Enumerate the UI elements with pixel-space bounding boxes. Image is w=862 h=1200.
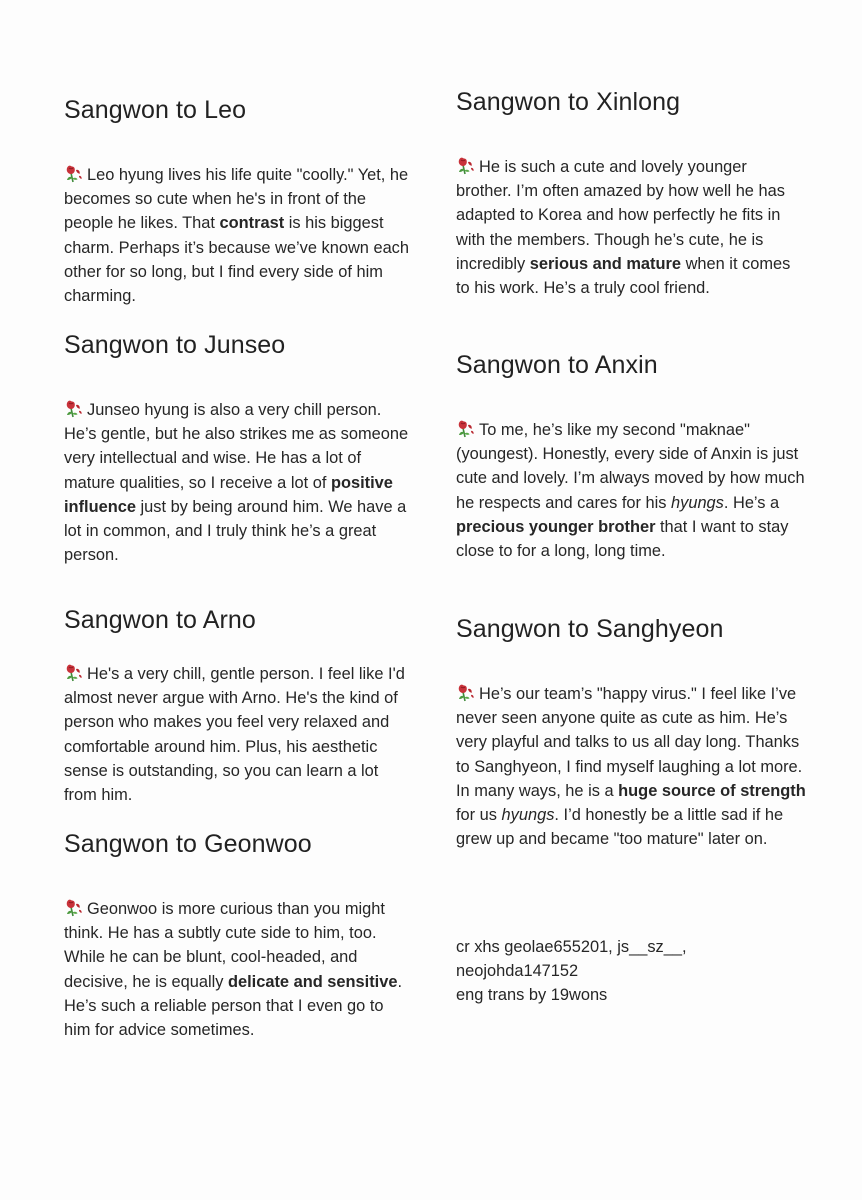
wilted-rose-icon [456, 418, 476, 438]
wilted-rose-icon [64, 398, 84, 418]
wilted-rose-icon [456, 155, 476, 175]
section-body: To me, he’s like my second "maknae" (youngest). Honestly, every side of Anxin is just cute and lovely. I’m always moved by how much he respects and cares for his hyungs. He’s a precious younger brother that I want to stay close to for a long, long time. [456, 418, 806, 563]
bold-phrase: positive influence [64, 473, 393, 516]
section-body: Geonwoo is more curious than you might think. He has a subtly cute side to him, too. While he can be blunt, cool-headed, and decisive, he is equally delicate and sensitive. He’s such a reliable person that I even go to him for advice sometimes. [64, 897, 414, 1042]
credits-line-1: cr xhs geolae655201, js__sz__, [456, 938, 687, 956]
section-geonwoo [64, 830, 414, 1042]
section-sanghyeon [456, 615, 806, 851]
wilted-rose-icon [64, 163, 84, 183]
section-title: Sangwon to Leo [64, 96, 247, 124]
bold-phrase: precious younger brother [456, 517, 656, 536]
section-xinlong [456, 88, 806, 300]
wilted-rose-icon [64, 897, 84, 917]
credits-line-3: eng trans by 19wons [456, 986, 608, 1004]
bold-phrase: contrast [219, 214, 285, 233]
section-junseo [64, 331, 414, 567]
section-title: Sangwon to Geonwoo [64, 830, 312, 858]
section-body: He is such a cute and lovely younger brother. I’m often amazed by how well he has adapted to Korea and how perfectly he fits in with the members. Though he’s cute, he is incredibly serious and mature when it comes to his work. He’s a truly cool friend. [456, 155, 806, 300]
section-title: Sangwon to Sanghyeon [456, 615, 724, 643]
section-body: Leo hyung lives his life quite "coolly." Yet, he becomes so cute when he's in front of the people he likes. That contrast is his biggest charm. Perhaps it’s because we’ve known each other for so long, but I find every side of him charming. [64, 163, 414, 308]
section-title: Sangwon to Arno [64, 606, 256, 634]
section-title: Sangwon to Junseo [64, 331, 286, 359]
bold-phrase: serious and mature [529, 254, 682, 273]
section-title: Sangwon to Anxin [456, 351, 658, 379]
credits-block [456, 935, 806, 1007]
section-anxin [456, 351, 806, 563]
section-body: He's a very chill, gentle person. I feel like I'd almost never argue with Arno. He's the kind of person who makes you feel very relaxed and comfortable around him. Plus, his aesthetic sense is outstanding, so you can learn a lot from him. [64, 662, 414, 807]
section-leo [64, 96, 414, 308]
bold-phrase: delicate and sensitive [228, 972, 398, 991]
credits-line-2: neojohda147152 [456, 962, 579, 980]
wilted-rose-icon [456, 682, 476, 702]
bold-phrase: huge source of strength [618, 781, 806, 800]
wilted-rose-icon [64, 662, 84, 682]
section-body: He’s our team’s "happy virus." I feel like I’ve never seen anyone quite as cute as him. He’s very playful and talks to us all day long. Thanks to Sanghyeon, I find myself laughing a lot more. In many ways, he is a huge source of strength for us hyungs. I’d honestly be a little sad if he grew up and became "too mature" later on. [456, 682, 806, 851]
italic-phrase: hyungs [501, 806, 555, 825]
section-title: Sangwon to Xinlong [456, 88, 681, 116]
section-arno [64, 606, 414, 807]
italic-phrase: hyungs [671, 493, 724, 512]
section-body: Junseo hyung is also a very chill person. He’s gentle, but he also strikes me as someone very intellectual and wise. He has a lot of mature qualities, so I receive a lot of positive influence just by being around him. We have a lot in common, and I truly think he’s a great person. [64, 398, 414, 567]
